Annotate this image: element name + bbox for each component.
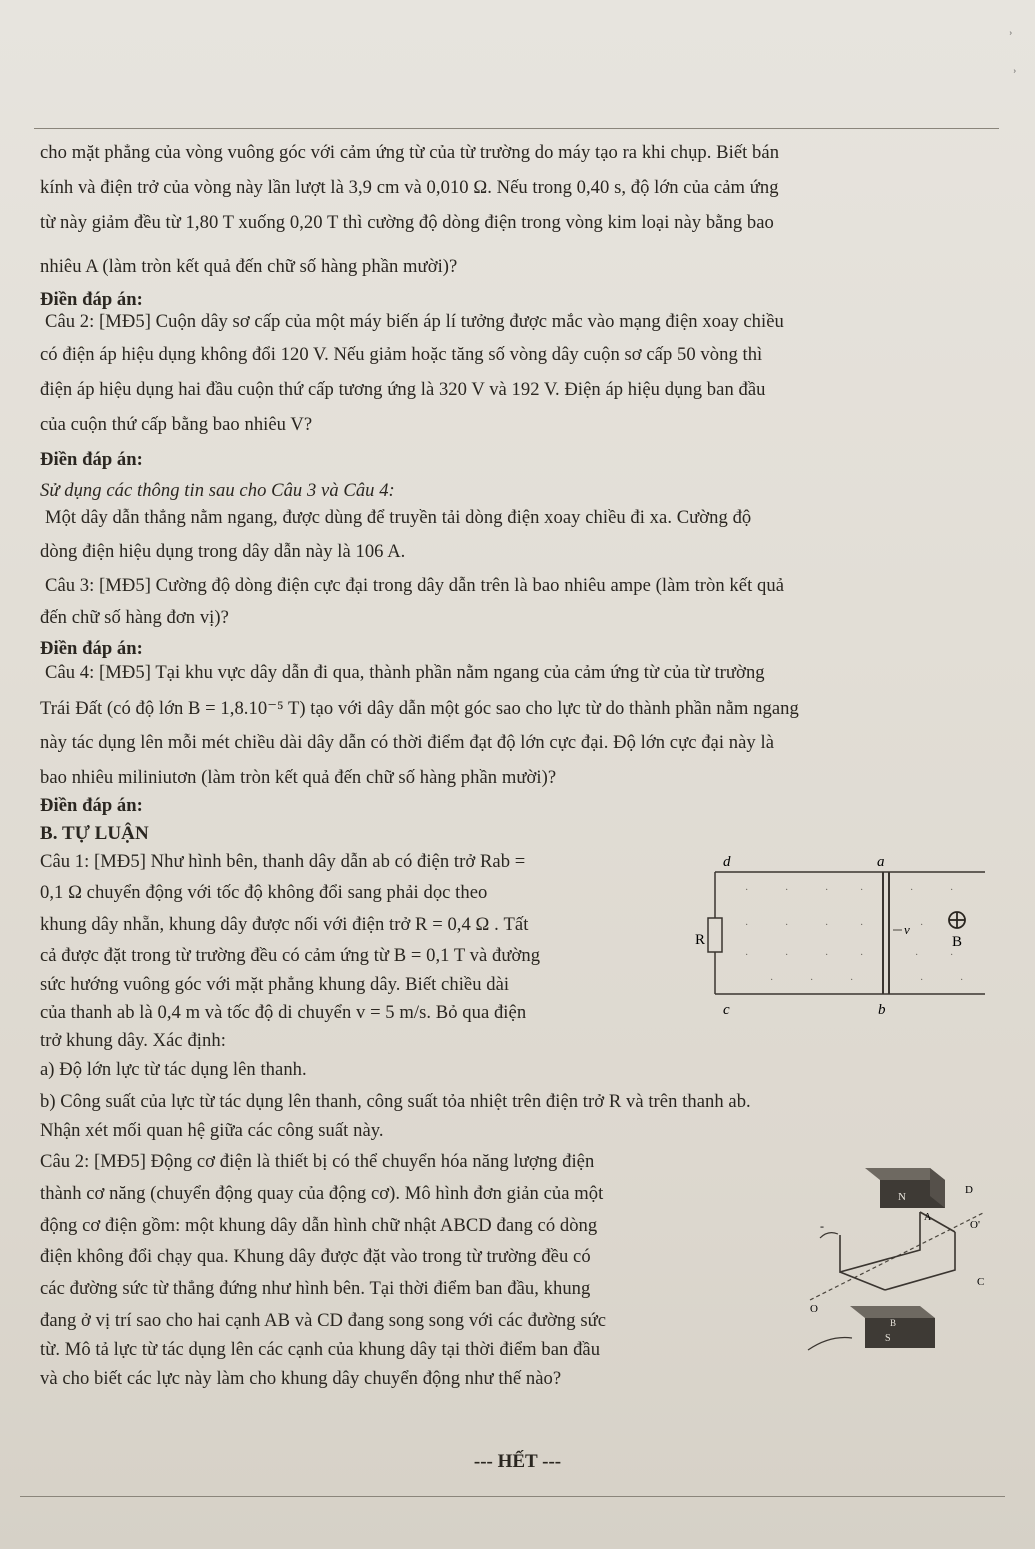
out-of-page-field-icon — [949, 912, 965, 928]
text-line: động cơ điện gồm: một khung dây dẫn hình chữ nhật ABCD đang có dòng — [40, 1215, 598, 1236]
answer-label: Điền đáp án: — [40, 289, 143, 310]
answer-label: Điền đáp án: — [40, 449, 143, 470]
text-line: Một dây dẫn thẳng nằm ngang, được dùng để truyền tải dòng điện xoay chiều đi xa. Cường độ — [45, 507, 752, 528]
question-4-line: Câu 4: [MĐ5] Tại khu vực dây dẫn đi qua, thành phần nằm ngang của cảm ứng từ của từ trường — [45, 662, 765, 683]
svg-text:·: · — [785, 950, 789, 961]
label-B-corner: B — [890, 1318, 897, 1328]
svg-text:·: · — [825, 950, 829, 961]
text-line: a) Độ lớn lực từ tác dụng lên thanh. — [40, 1059, 307, 1080]
text-line: b) Công suất của lực từ tác dụng lên thanh, công suất tỏa nhiệt trên điện trở R và trên thanh ab. — [40, 1091, 751, 1112]
text-line: của thanh ab là 0,4 m và tốc độ di chuyển v = 5 m/s. Bỏ qua điện — [40, 1002, 527, 1023]
text-line: thành cơ năng (chuyển động quay của động cơ). Mô hình đơn giản của một — [40, 1183, 604, 1204]
text-line: dòng điện hiệu dụng trong dây dẫn này là 106 A. — [40, 541, 406, 562]
text-line: 0,1 Ω chuyển động với tốc độ không đổi sang phải dọc theo — [40, 882, 488, 903]
svg-text:-: - — [820, 1219, 824, 1233]
corner-mark: ʾ — [1012, 68, 1018, 85]
text-line: cả được đặt trong từ trường đều có cảm ứng từ B = 0,1 T và đường — [40, 945, 541, 966]
svg-text:·: · — [860, 950, 864, 961]
text-line: bao nhiêu miliniutơn (làm tròn kết quả đến chữ số hàng phần mười)? — [40, 767, 557, 788]
text-line: đến chữ số hàng đơn vị)? — [40, 607, 229, 628]
svg-text:·: · — [950, 950, 954, 961]
text-line: điện áp hiệu dụng hai đầu cuộn thứ cấp tương ứng là 320 V và 192 V. Điện áp hiệu dụng ban đầu — [40, 379, 766, 400]
label-S: S — [885, 1333, 891, 1344]
svg-text:·: · — [745, 950, 749, 961]
corner-mark: ʾ — [1008, 30, 1014, 47]
label-O-prime: O' — [970, 1219, 980, 1231]
text-line: điện không đổi chạy qua. Khung dây được đặt vào trong từ trường đều có — [40, 1246, 591, 1267]
answer-label: Điền đáp án: — [40, 638, 143, 659]
label-B: B — [952, 934, 963, 950]
essay-question-1-line: Câu 1: [MĐ5] Như hình bên, thanh dây dẫn ab có điện trở Rab = — [40, 851, 526, 872]
essay-question-2-line: Câu 2: [MĐ5] Động cơ điện là thiết bị có thể chuyển hóa năng lượng điện — [40, 1151, 595, 1172]
text-line: từ. Mô tả lực từ tác dụng lên các cạnh của khung dây tại thời điểm ban đầu — [40, 1339, 601, 1360]
resistor-symbol — [708, 918, 722, 952]
south-pole-magnet — [850, 1306, 935, 1318]
svg-text:·: · — [745, 920, 749, 931]
text-line: Trái Đất (có độ lớn B = 1,8.10⁻⁵ T) tạo với dây dẫn một góc sao cho lực từ do thành phần nằm ngang — [40, 698, 799, 719]
label-d: d — [723, 854, 731, 870]
svg-text:·: · — [860, 885, 864, 896]
label-N: N — [898, 1191, 906, 1203]
shared-info-heading: Sử dụng các thông tin sau cho Câu 3 và Câu 4: — [40, 480, 395, 501]
svg-text:·: · — [850, 975, 854, 986]
text-line: sức hướng vuông góc với mặt phẳng khung dây. Biết chiều dài — [40, 974, 510, 995]
label-D: D — [965, 1184, 973, 1196]
text-line: kính và điện trở của vòng này lần lượt là 3,9 cm và 0,010 Ω. Nếu trong 0,40 s, độ lớn của cảm ứng — [40, 177, 779, 198]
text-line: khung dây nhẵn, khung dây được nối với điện trở R = 0,4 Ω . Tất — [40, 914, 529, 935]
text-line: trở khung dây. Xác định: — [40, 1030, 226, 1051]
text-line: nhiêu A (làm tròn kết quả đến chữ số hàng phần mười)? — [40, 256, 458, 277]
top-rule — [34, 128, 999, 129]
text-line: từ này giảm đều từ 1,80 T xuống 0,20 T thì cường độ dòng điện trong vòng kim loại này bằng bao — [40, 212, 774, 233]
text-line: và cho biết các lực này làm cho khung dây chuyển động như thế nào? — [40, 1368, 562, 1389]
coil-frame — [840, 1212, 920, 1272]
svg-text:·: · — [915, 950, 919, 961]
svg-text:·: · — [825, 885, 829, 896]
section-heading: B. TỰ LUẬN — [40, 823, 149, 844]
svg-text:·: · — [785, 920, 789, 931]
label-v: v — [904, 922, 910, 937]
svg-text:·: · — [950, 885, 954, 896]
svg-text:·: · — [770, 975, 774, 986]
text-line: các đường sức từ thẳng đứng như hình bên. Tại thời điểm ban đầu, khung — [40, 1278, 591, 1299]
text-line: của cuộn thứ cấp bằng bao nhiêu V? — [40, 414, 313, 435]
svg-text:·: · — [860, 920, 864, 931]
svg-text:·: · — [810, 975, 814, 986]
label-b: b — [878, 1002, 886, 1018]
svg-text:·: · — [920, 975, 924, 986]
question-2-line: Câu 2: [MĐ5] Cuộn dây sơ cấp của một máy biến áp lí tưởng được mắc vào mạng điện xoay chiều — [45, 311, 784, 332]
svg-text:·: · — [745, 885, 749, 896]
svg-text:·: · — [910, 885, 914, 896]
label-A: A — [924, 1212, 932, 1223]
svg-text:·: · — [960, 975, 964, 986]
label-R: R — [695, 932, 706, 948]
label-O: O — [810, 1303, 818, 1315]
answer-label: Điền đáp án: — [40, 795, 143, 816]
text-line: Nhận xét mối quan hệ giữa các công suất này. — [40, 1120, 384, 1141]
text-line: này tác dụng lên mỗi mét chiều dài dây dẫn có thời điểm đạt độ lớn cực đại. Độ lớn cực đại này là — [40, 732, 774, 753]
bottom-rule — [20, 1496, 1005, 1497]
text-line: đang ở vị trí sao cho hai cạnh AB và CD đang song song với các đường sức — [40, 1310, 607, 1331]
svg-text:·: · — [825, 920, 829, 931]
question-3-line: Câu 3: [MĐ5] Cường độ dòng điện cực đại trong dây dẫn trên là bao nhiêu ampe (làm tròn kết quả — [45, 575, 784, 596]
label-c: c — [723, 1002, 730, 1018]
text-line: có điện áp hiệu dụng không đổi 120 V. Nếu giảm hoặc tăng số vòng dây cuộn sơ cấp 50 vòng thì — [40, 344, 763, 365]
motor-figure — [780, 1160, 995, 1360]
rail-circuit-figure — [690, 848, 990, 1023]
svg-text:·: · — [920, 920, 924, 931]
end-marker: --- HẾT --- — [473, 1451, 562, 1472]
label-C: C — [977, 1276, 985, 1288]
label-a: a — [877, 854, 885, 870]
text-line: cho mặt phẳng của vòng vuông góc với cảm ứng từ của từ trường do máy tạo ra khi chụp. Biết bán — [40, 142, 780, 163]
svg-text:·: · — [785, 885, 789, 896]
